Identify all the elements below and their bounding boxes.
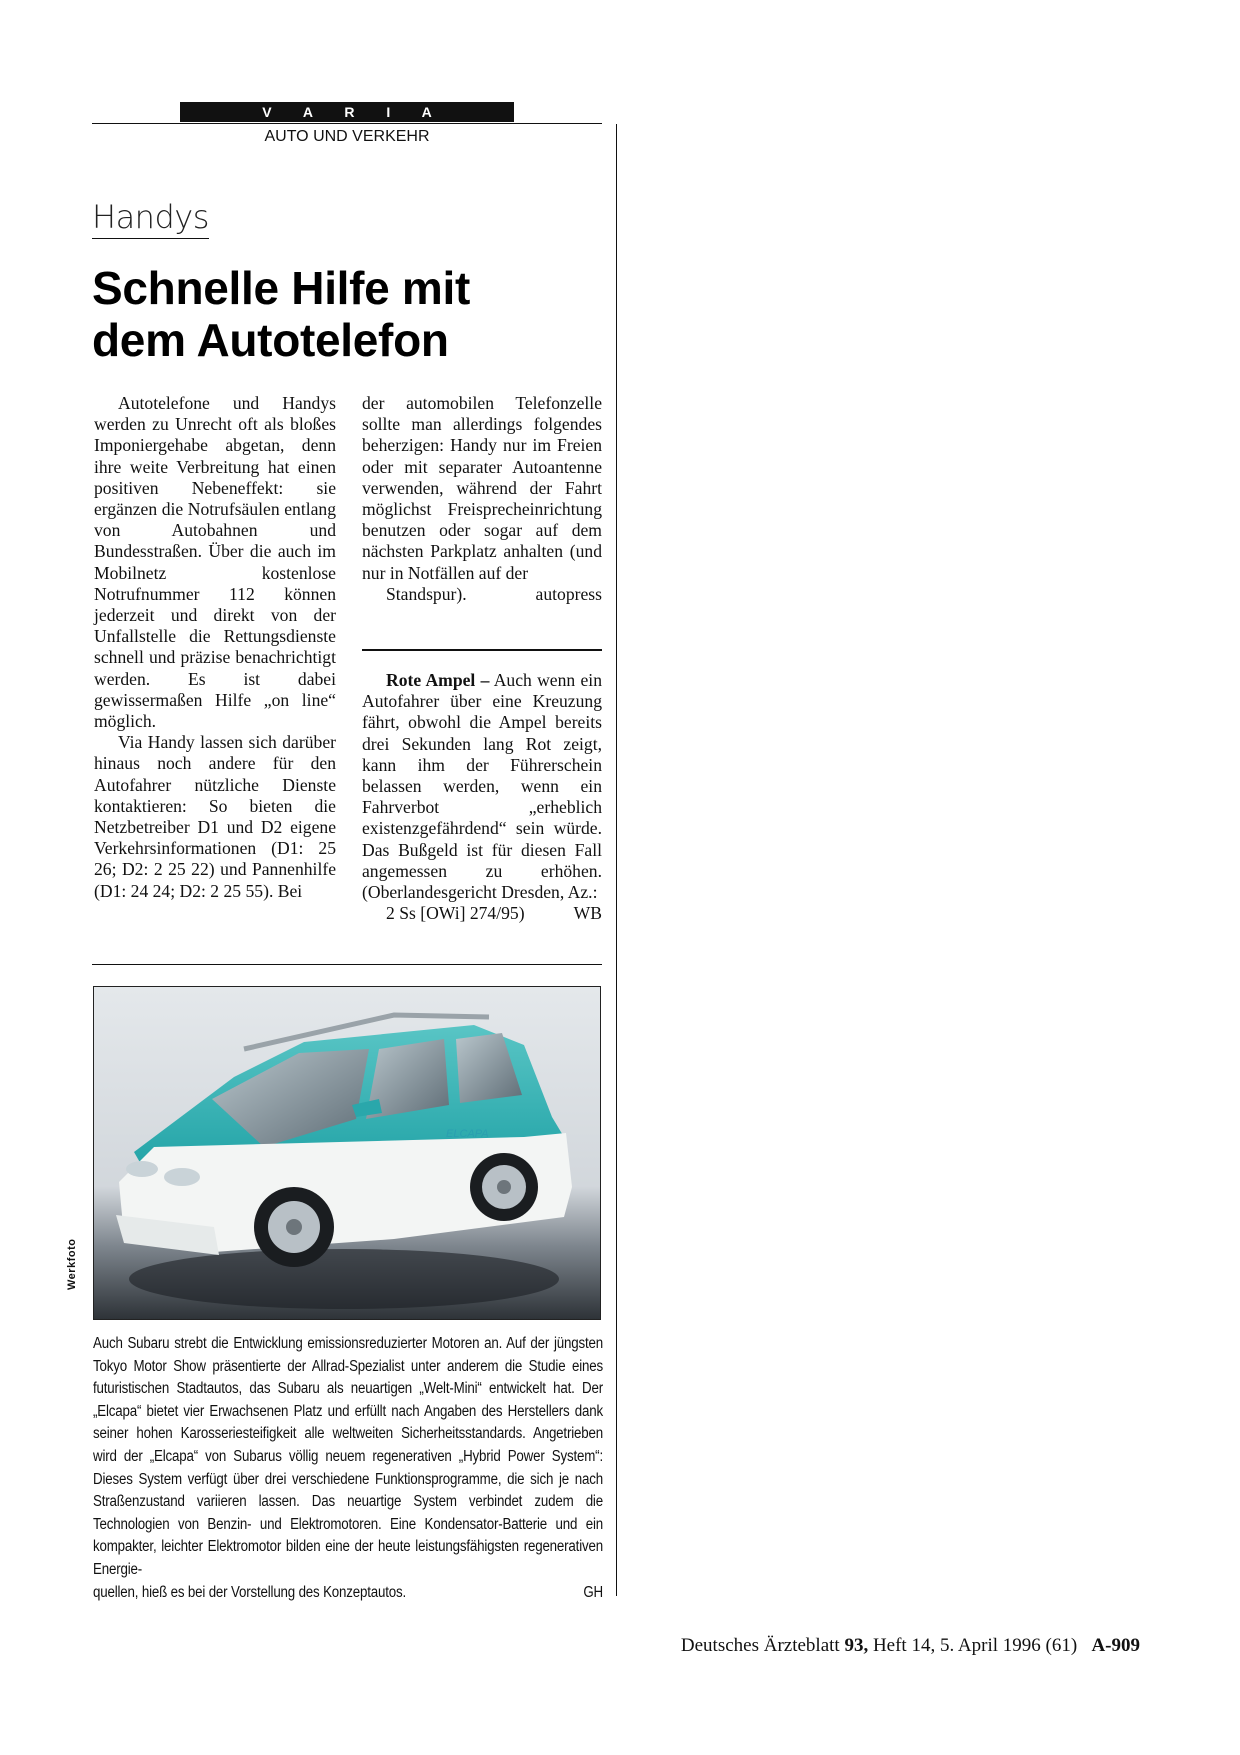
car-logo-lettering: ELCAPA <box>446 1128 489 1140</box>
article-paragraph: Autotelefone und Handys werden zu Unrecht oft als bloßes Imponiergehabe abgetan, denn ihre weite Verbreitung hat einen positiven Nebeneffekt: sie ergänzen die Notrufsäulen entlang von Autobahnen und Bundesstraßen. Über die auch im Mobilnetz kostenlose Notrufnummer 112 können jederzeit und direkt von der Unfallstelle die Rettungsdienste schnell und präzise benachrichtigt werden. Es ist dabei gewissermaßen Hilfe „on line“ möglich. <box>94 393 336 732</box>
car-photo <box>93 986 601 1320</box>
photo-top-rule <box>92 964 602 965</box>
news-brief <box>362 670 602 924</box>
article-signature-line <box>362 584 602 605</box>
article-paragraph: Via Handy lassen sich darüber hinaus noch andere für den Autofahrer nützliche Dienste kontaktieren: So bieten die Netzbetreiber D1 und D2 eigene Verkehrsinformationen (D1: 25 26; D2: 2 25 22) und Pannenhilfe (D1: 24 24; D2: 2 25 55). Bei <box>94 732 336 901</box>
brief-signature: WB <box>573 903 602 924</box>
article-headline <box>92 262 612 366</box>
section-subtitle: AUTO UND VERKEHR <box>264 128 430 145</box>
article-last-line: Standspur). <box>386 583 467 604</box>
photo-caption <box>93 1333 603 1604</box>
photo-credit: Werkfoto <box>66 1238 78 1290</box>
brief-lead: Rote Ampel – <box>386 670 490 690</box>
brief-signature-line <box>362 903 602 924</box>
article-paragraph-continued: der automobilen Telefonzelle sollte man allerdings folgendes beherzigen: Handy nur im Freien oder mit separater Autoantenne verwenden, während der Fahrt möglichst Freisprecheinrichtung benutzen oder sogar auf dem nächsten Parkplatz anhalten (und nur in Notfällen auf der <box>362 393 602 583</box>
caption-signature: GH <box>583 1583 603 1601</box>
brief-last-line: 2 Ss [OWi] 274/95) <box>386 903 525 924</box>
caption-last-line: quellen, hieß es bei der Vorstellung des Konzeptautos. <box>93 1583 407 1601</box>
article-signature: autopress <box>535 583 602 604</box>
headline-line-1: Schnelle Hilfe mit <box>92 262 471 314</box>
page-footer <box>681 1635 1140 1657</box>
column-divider <box>616 124 617 1596</box>
header-rule <box>92 123 602 124</box>
brief-text: Auch wenn ein Autofahrer über eine Kreuzung fährt, obwohl die Ampel bereits drei Sekunden lang Rot zeigt, kann ihm der Führerschein belassen werden, wenn ein Fahrverbot „erheblich existenzgefährdend“ sein würde. Das Bußgeld ist für diesen Fall angemessen zu erhöhen. (Oberlandesgericht Dresden, Az.: <box>362 670 602 903</box>
journal-name: Deutsches Ärzteblatt <box>680 1635 840 1656</box>
car-illustration <box>94 987 600 1319</box>
brief-paragraph <box>362 670 602 903</box>
headline-line-2: dem Autotelefon <box>92 314 449 366</box>
caption-signature-line <box>93 1582 603 1605</box>
caption-text: Auch Subaru strebt die Entwicklung emissionsreduzierter Motoren an. Auf der jüngsten Tokyo Motor Show präsentierte der Allrad-Spezialist unter anderem die Studie eines futuristischen Stadtautos, das Subaru als neuartigen „Welt-Mini“ entwickelt hat. Der „Elcapa“ bietet vier Erwachsenen Platz und erfüllt nach Angaben des Herstellers dank seiner hohen Karosseriesteifigkeit alle weltweiten Sicherheitsstandards. Angetrieben wird der „Elcapa“ von Subarus völlig neuem regenerativen „Hybrid Power System“: Dieses System verfügt über drei verschiedene Funktionsprogramme, die sich je nach Straßenzustand variieren lassen. Das neuartige System verbindet zudem die Technologien von Benzin- und Elektromotoren. Eine Kondensator-Batterie und ein kompakter, leichter Elektromotor bilden eine der heute leistungsfähigsten regenerativen Energie- <box>93 1335 603 1578</box>
journal-volume: 93, <box>844 1635 869 1656</box>
brief-separator <box>362 649 602 651</box>
section-banner: V A R I A <box>180 102 514 122</box>
article-column-right <box>362 393 602 605</box>
page-number: A-909 <box>1091 1635 1140 1656</box>
article-column-left <box>94 393 336 902</box>
article-kicker: Handys <box>92 198 209 239</box>
journal-issue: Heft 14, 5. April 1996 (61) <box>872 1635 1078 1656</box>
